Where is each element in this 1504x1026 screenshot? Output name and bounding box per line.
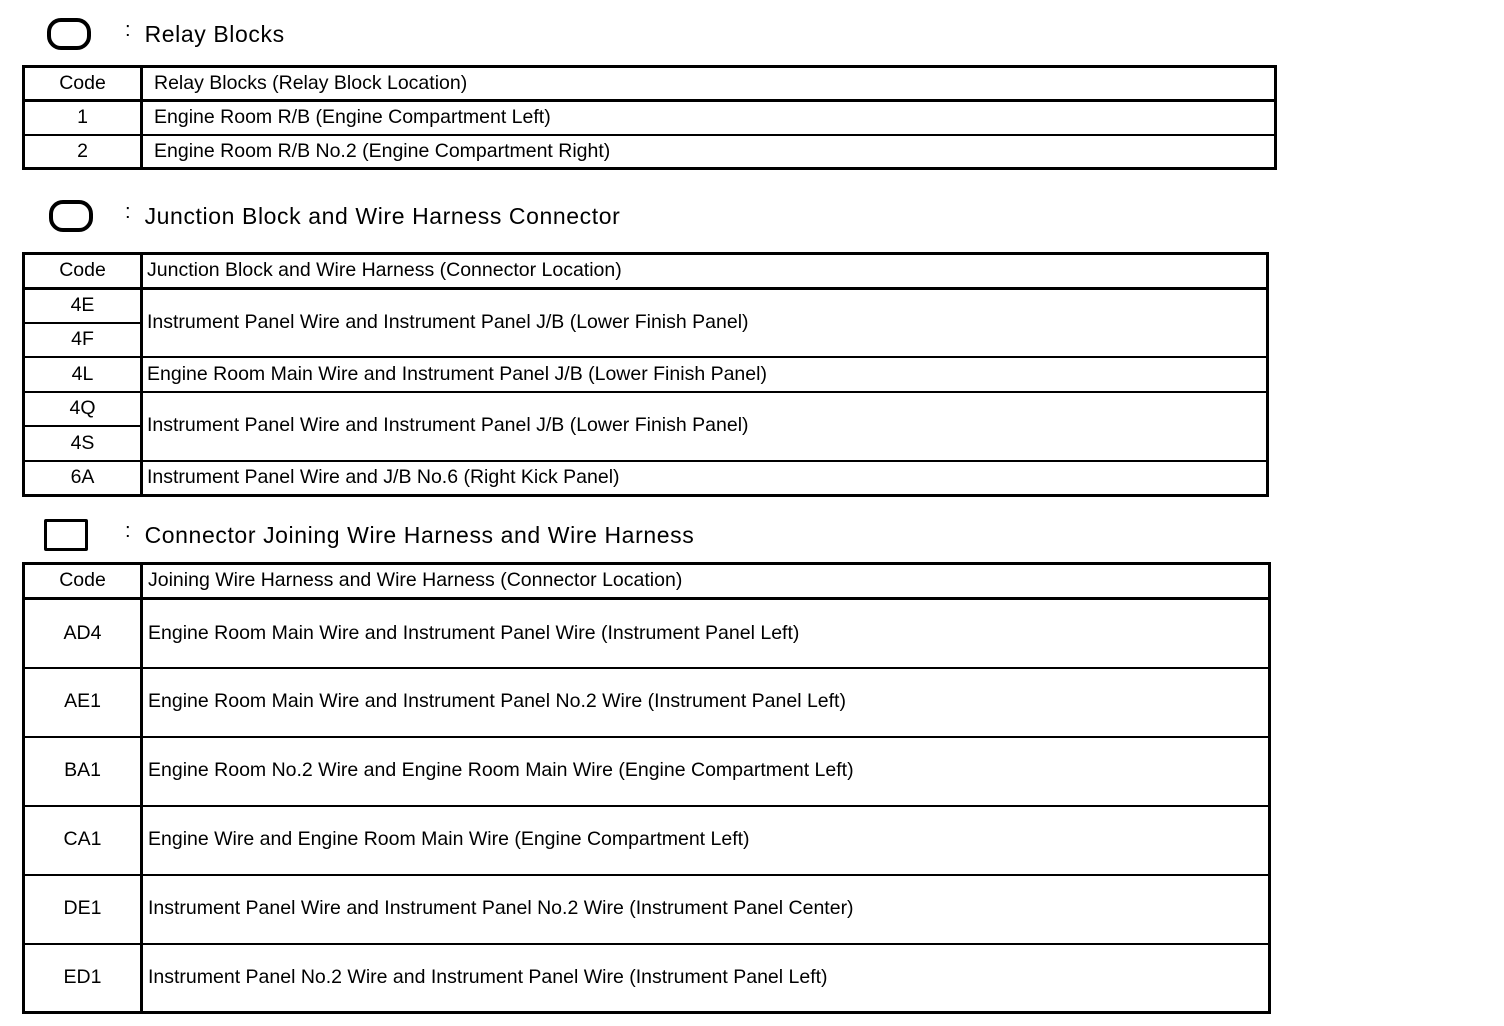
table-row [24,599,1270,668]
code-cell: 6A [24,461,142,496]
description-cell: Engine Room Main Wire and Instrument Panel No.2 Wire (Instrument Panel Left) [142,668,1270,737]
junction-block-colon: : [125,200,131,223]
description-cell: Engine Room No.2 Wire and Engine Room Main Wire (Engine Compartment Left) [142,737,1270,806]
description-cell: Engine Room Main Wire and Instrument Panel J/B (Lower Finish Panel) [142,357,1268,392]
joining-connector-table [22,562,1271,1014]
table-row [24,101,1276,135]
relay-blocks-table [22,65,1277,170]
joining-connector-colon: : [125,519,131,542]
description-cell: Instrument Panel Wire and Instrument Panel J/B (Lower Finish Panel) [142,392,1268,461]
description-column-header: Relay Blocks (Relay Block Location) [142,67,1276,101]
code-cell: 2 [24,135,142,169]
joining-connector-heading [44,519,694,551]
joining-connector-symbol-icon [44,519,88,551]
code-column-header: Code [24,254,142,289]
code-cell: 4F [24,323,142,358]
table-header-row [24,254,1268,289]
code-cell: AE1 [24,668,142,737]
junction-block-symbol-icon [49,200,93,232]
description-column-header: Joining Wire Harness and Wire Harness (Connector Location) [142,564,1270,599]
description-cell: Engine Room R/B No.2 (Engine Compartment Right) [142,135,1276,169]
code-cell: AD4 [24,599,142,668]
relay-blocks-heading [47,18,285,50]
code-column-header: Code [24,67,142,101]
code-column-header: Code [24,564,142,599]
code-cell: 4Q [24,392,142,427]
table-row [24,806,1270,875]
table-row [24,288,1268,323]
code-cell: 4E [24,288,142,323]
code-cell: DE1 [24,875,142,944]
relay-blocks-colon: : [125,18,131,41]
junction-block-heading [49,200,620,232]
description-cell: Engine Room Main Wire and Instrument Panel Wire (Instrument Panel Left) [142,599,1270,668]
description-cell: Instrument Panel Wire and J/B No.6 (Right Kick Panel) [142,461,1268,496]
code-cell: 4L [24,357,142,392]
relay-blocks-title: Relay Blocks [144,20,285,47]
description-cell: Instrument Panel No.2 Wire and Instrument Panel Wire (Instrument Panel Left) [142,944,1270,1013]
table-row [24,944,1270,1013]
table-row [24,135,1276,169]
description-cell: Instrument Panel Wire and Instrument Panel No.2 Wire (Instrument Panel Center) [142,875,1270,944]
description-cell: Engine Room R/B (Engine Compartment Left) [142,101,1276,135]
code-cell: 1 [24,101,142,135]
relay-block-symbol-icon [47,18,91,50]
table-header-row [24,67,1276,101]
code-cell: ED1 [24,944,142,1013]
table-row [24,392,1268,427]
junction-block-table [22,252,1269,497]
code-cell: CA1 [24,806,142,875]
table-row [24,357,1268,392]
description-cell: Instrument Panel Wire and Instrument Panel J/B (Lower Finish Panel) [142,288,1268,357]
table-row [24,668,1270,737]
code-cell: BA1 [24,737,142,806]
junction-block-title: Junction Block and Wire Harness Connector [144,202,621,229]
code-cell: 4S [24,426,142,461]
description-cell: Engine Wire and Engine Room Main Wire (Engine Compartment Left) [142,806,1270,875]
table-row [24,737,1270,806]
table-row [24,461,1268,496]
table-header-row [24,564,1270,599]
table-row [24,875,1270,944]
description-column-header: Junction Block and Wire Harness (Connector Location) [142,254,1268,289]
joining-connector-title: Connector Joining Wire Harness and Wire Harness [144,521,695,548]
